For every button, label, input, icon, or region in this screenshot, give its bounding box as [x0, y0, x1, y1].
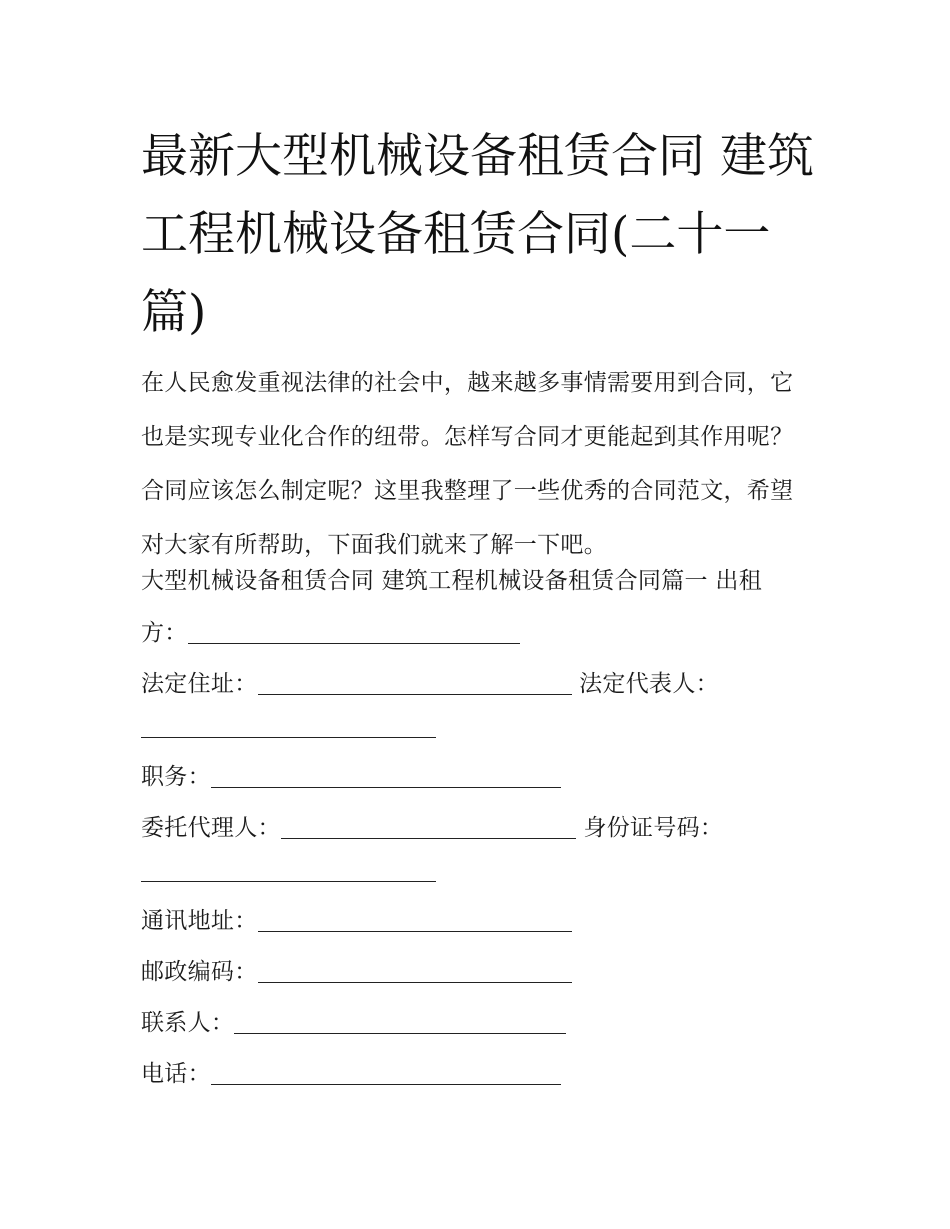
postcode-blank [258, 958, 572, 983]
document-title: 最新大型机械设备租赁合同 建筑工程机械设备租赁合同(二十一篇) [141, 129, 814, 340]
mail-address-blank [258, 907, 572, 932]
phone-blank [211, 1060, 561, 1085]
contact-blank [234, 1009, 566, 1034]
address-line [141, 669, 719, 699]
legal-rep-blank [141, 713, 436, 738]
position-blank [211, 763, 561, 788]
section-heading: 大型机械设备租赁合同 建筑工程机械设备租赁合同篇一 出租 [141, 568, 763, 594]
position-label: 职务： [141, 764, 211, 790]
lessor-label: 方： [141, 620, 188, 646]
lessor-blank [188, 619, 520, 644]
agent-line [141, 813, 723, 843]
phone-line [141, 1059, 561, 1089]
phone-label: 电话： [141, 1061, 211, 1087]
address-blank [258, 670, 572, 695]
mail-address-line [141, 906, 572, 936]
contact-line [141, 1008, 566, 1038]
legal-rep-label: 法定代表人： [579, 671, 719, 697]
id-number-label: 身份证号码： [583, 815, 724, 841]
lessor-line [141, 618, 520, 648]
agent-label: 委托代理人： [141, 815, 281, 841]
contact-label: 联系人： [141, 1010, 235, 1036]
id-number-blank [141, 857, 436, 882]
position-line [141, 762, 561, 792]
agent-blank [281, 814, 576, 839]
mail-address-label: 通讯地址： [141, 908, 258, 934]
address-label: 法定住址： [141, 671, 258, 697]
legal-rep-blank-line [141, 712, 436, 742]
section-heading-line [141, 566, 762, 596]
intro-paragraph: 在人民愈发重视法律的社会中，越来越多事情需要用到合同，它也是实现专业化合作的纽带。怎样写合同才更能起到其作用呢？合同应该怎么制定呢？这里我整理了一些优秀的合同范文，希望对大家有所帮助，下面我们就来了解一下吧。 [141, 370, 794, 558]
id-number-blank-line [141, 856, 436, 886]
postcode-label: 邮政编码： [141, 959, 258, 985]
postcode-line [141, 957, 572, 987]
